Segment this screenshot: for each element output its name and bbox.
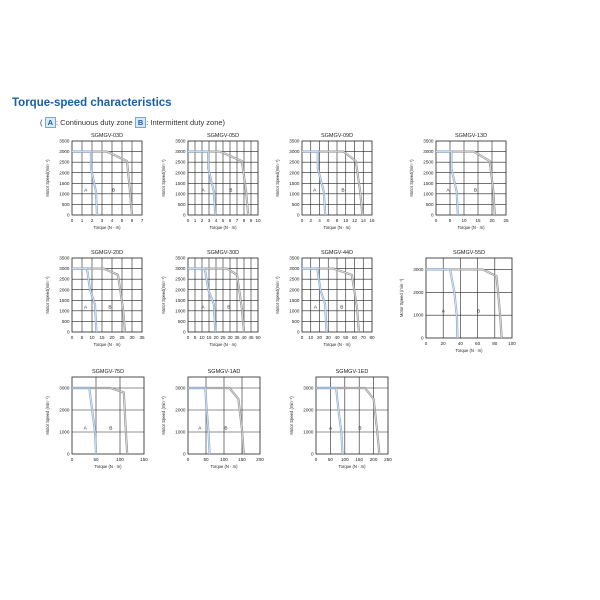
x-tick-label: 15 — [206, 335, 212, 340]
intermittent-duty-curve — [316, 388, 379, 454]
x-tick-label: 1 — [80, 218, 84, 223]
chart-title: SGMGV-30D — [206, 250, 240, 256]
y-tick-label: 1000 — [59, 308, 70, 314]
x-tick-label: 0 — [70, 335, 74, 340]
y-tick-label: 500 — [177, 319, 186, 325]
continuous-duty-curve-highlight — [316, 388, 343, 454]
continuous-duty-curve — [72, 388, 96, 454]
y-axis-label: Motor Speed(min⁻¹) — [45, 159, 50, 197]
y-tick-label: 500 — [291, 202, 300, 208]
chart-title: SGMGV-55D — [452, 250, 486, 256]
zone-label-b: B — [227, 305, 231, 311]
intermittent-duty-curve — [72, 388, 127, 454]
x-tick-label: 80 — [369, 335, 375, 340]
x-axis-label: Torque (N · m) — [323, 225, 351, 230]
x-tick-label: 0 — [314, 457, 318, 462]
zone-label-b: B — [341, 188, 345, 194]
x-tick-label: 20 — [316, 335, 323, 340]
x-tick-label: 15 — [99, 335, 105, 340]
chart-title: SGMGV-1ED — [335, 369, 369, 375]
x-tick-label: 25 — [220, 335, 226, 340]
y-tick-label: 2000 — [175, 287, 186, 293]
page-title: Torque-speed characteristics — [12, 97, 172, 109]
x-tick-label: 14 — [360, 218, 366, 223]
y-tick-label: 3000 — [175, 149, 186, 155]
x-tick-label: 50 — [203, 457, 209, 462]
chart-title: SGMGV-09D — [320, 133, 354, 139]
intermittent-duty-curve-highlight — [188, 388, 244, 454]
intermittent-duty-curve — [426, 269, 502, 338]
intermittent-duty-curve-highlight — [72, 388, 127, 454]
y-tick-label: 2000 — [289, 287, 300, 293]
x-tick-label: 80 — [492, 341, 498, 346]
x-tick-label: 150 — [140, 457, 148, 462]
continuous-duty-curve — [316, 388, 343, 454]
legend-a-text: : Continuous duty zone — [56, 118, 133, 127]
x-axis-label: Torque (N · m) — [94, 464, 122, 469]
legend-b-box: B — [135, 117, 146, 128]
y-tick-label: 0 — [420, 335, 424, 341]
x-axis-label: Torque (N · m) — [209, 342, 237, 347]
x-tick-label: 2 — [200, 218, 204, 223]
y-tick-label: 3000 — [59, 266, 70, 272]
x-tick-label: 4 — [214, 218, 218, 223]
x-tick-label: 15 — [475, 218, 481, 223]
zone-label-b: B — [112, 188, 116, 194]
x-tick-label: 3 — [100, 218, 104, 223]
zone-label-b: B — [476, 309, 481, 315]
y-tick-label: 1500 — [289, 297, 300, 303]
y-axis-label: Motor Speed(min⁻¹) — [161, 276, 166, 314]
y-axis-label: Motor Speed(min⁻¹) — [409, 159, 414, 197]
x-tick-label: 10 — [461, 218, 467, 223]
x-tick-label: 3 — [207, 218, 211, 223]
x-axis-label: Torque (N · m) — [455, 348, 483, 353]
y-tick-label: 1500 — [59, 297, 70, 303]
y-tick-label: 2500 — [289, 276, 300, 282]
y-tick-label: 3500 — [175, 255, 186, 261]
x-tick-label: 40 — [457, 341, 463, 346]
legend-paren-open: ( — [40, 118, 43, 127]
x-tick-label: 0 — [186, 335, 190, 340]
x-tick-label: 0 — [70, 218, 74, 223]
y-tick-label: 1000 — [303, 429, 314, 435]
y-tick-label: 3000 — [303, 385, 314, 391]
y-tick-label: 3000 — [423, 149, 434, 155]
chart-2 — [275, 133, 375, 230]
x-tick-label: 4 — [318, 218, 321, 223]
y-tick-label: 1000 — [289, 191, 300, 197]
y-tick-label: 1500 — [59, 180, 70, 186]
intermittent-duty-curve-highlight — [426, 269, 502, 338]
y-tick-label: 0 — [296, 212, 300, 218]
y-tick-label: 2000 — [175, 170, 186, 176]
y-tick-label: 1000 — [423, 191, 434, 197]
x-tick-label: 5 — [120, 218, 124, 223]
x-tick-label: 50 — [343, 335, 349, 340]
y-tick-label: 2500 — [289, 159, 300, 165]
y-tick-label: 1000 — [413, 312, 424, 318]
x-tick-label: 5 — [193, 335, 197, 340]
y-tick-label: 2000 — [289, 170, 300, 176]
x-axis-label: Torque (N · m) — [457, 225, 485, 230]
y-tick-label: 0 — [310, 451, 314, 457]
x-tick-label: 2 — [90, 218, 94, 223]
x-tick-label: 60 — [475, 341, 481, 346]
y-tick-label: 3500 — [423, 138, 434, 144]
y-tick-label: 1000 — [175, 308, 186, 314]
y-tick-label: 2000 — [175, 407, 186, 413]
y-tick-label: 2500 — [175, 159, 186, 165]
x-tick-label: 30 — [129, 335, 135, 340]
y-axis-label: Motor Speed (min⁻¹) — [45, 396, 50, 435]
zone-label-b: B — [224, 426, 228, 432]
x-tick-label: 0 — [424, 341, 428, 346]
chart-1 — [161, 133, 261, 230]
chart-7 — [399, 250, 516, 353]
x-tick-label: 50 — [327, 457, 333, 462]
y-tick-label: 2000 — [303, 407, 314, 413]
x-tick-label: 60 — [351, 335, 358, 340]
x-tick-label: 6 — [326, 218, 330, 223]
x-tick-label: 4 — [110, 218, 114, 223]
y-tick-label: 1000 — [175, 191, 186, 197]
x-tick-label: 8 — [335, 218, 339, 223]
chart-title: SGMGV-03D — [90, 133, 124, 139]
y-tick-label: 3000 — [59, 385, 70, 391]
x-tick-label: 25 — [503, 218, 509, 223]
y-tick-label: 3000 — [289, 266, 300, 272]
x-axis-label: Torque (N · m) — [338, 464, 366, 469]
x-tick-label: 30 — [325, 335, 331, 340]
x-tick-label: 100 — [508, 341, 516, 346]
y-tick-label: 0 — [182, 451, 186, 457]
x-tick-label: 5 — [80, 335, 84, 340]
x-tick-label: 200 — [256, 457, 264, 462]
y-tick-label: 0 — [182, 329, 186, 335]
zone-label-a: A — [83, 305, 88, 311]
x-tick-label: 5 — [448, 218, 452, 223]
y-tick-label: 0 — [430, 212, 434, 218]
y-tick-label: 3500 — [289, 255, 300, 261]
x-tick-label: 50 — [255, 335, 261, 340]
chart-4 — [45, 250, 145, 347]
x-tick-label: 10 — [89, 335, 95, 340]
x-tick-label: 0 — [300, 218, 304, 223]
x-tick-label: 8 — [242, 218, 246, 223]
x-tick-label: 35 — [139, 335, 145, 340]
x-tick-label: 16 — [369, 218, 375, 223]
x-tick-label: 70 — [360, 335, 366, 340]
chart-title: SGMGV-20D — [90, 250, 124, 256]
y-tick-label: 3000 — [175, 266, 186, 272]
chart-9 — [161, 369, 264, 469]
y-tick-label: 3000 — [289, 149, 300, 155]
x-tick-label: 0 — [186, 218, 190, 223]
zone-label-a: A — [441, 309, 445, 315]
x-axis-label: Torque (N · m) — [93, 342, 121, 347]
intermittent-duty-curve — [188, 388, 244, 454]
zone-label-a: A — [201, 188, 205, 194]
x-tick-label: 100 — [340, 457, 349, 462]
y-tick-label: 2000 — [413, 289, 424, 295]
zone-label-a: A — [313, 305, 318, 311]
y-tick-label: 1500 — [289, 180, 300, 186]
y-tick-label: 1500 — [175, 297, 186, 303]
zone-label-a: A — [313, 188, 317, 194]
y-tick-label: 1500 — [423, 180, 434, 186]
y-tick-label: 1500 — [175, 180, 186, 186]
zone-label-a: A — [83, 426, 87, 432]
x-tick-label: 10 — [199, 335, 205, 340]
y-tick-label: 3500 — [59, 138, 70, 144]
y-tick-label: 500 — [177, 202, 186, 208]
x-tick-label: 5 — [221, 218, 225, 223]
x-axis-label: Torque (N · m) — [210, 464, 238, 469]
x-tick-label: 200 — [369, 457, 378, 462]
chart-title: SGMGV-13D — [454, 133, 488, 139]
x-tick-label: 10 — [343, 218, 349, 223]
x-tick-label: 20 — [440, 341, 446, 346]
intermittent-duty-curve-highlight — [316, 388, 379, 454]
x-tick-label: 100 — [220, 457, 228, 462]
zone-label-b: B — [108, 305, 112, 311]
continuous-duty-curve-highlight — [72, 388, 96, 454]
y-tick-label: 3500 — [59, 255, 70, 261]
zone-label-a: A — [328, 426, 333, 432]
x-tick-label: 2 — [309, 218, 313, 223]
zone-label-a: A — [84, 188, 88, 194]
x-tick-label: 20 — [213, 335, 219, 340]
zone-label-b: B — [358, 426, 362, 432]
y-tick-label: 3000 — [175, 385, 186, 391]
x-tick-label: 100 — [116, 457, 124, 462]
legend-b-text: : Intermittent duty zone) — [146, 118, 226, 127]
continuous-duty-curve — [188, 388, 210, 454]
x-tick-label: 45 — [248, 335, 254, 340]
y-tick-label: 1000 — [59, 429, 70, 435]
chart-6 — [275, 250, 375, 347]
x-tick-label: 10 — [255, 218, 261, 223]
y-tick-label: 500 — [425, 202, 434, 208]
y-tick-label: 3500 — [289, 138, 300, 144]
zone-label-b: B — [229, 188, 233, 194]
chart-title: SGMGV-1AD — [207, 369, 241, 375]
y-tick-label: 0 — [182, 212, 186, 218]
zone-label-a: A — [198, 426, 202, 432]
x-tick-label: 30 — [227, 335, 233, 340]
x-tick-label: 0 — [186, 457, 190, 462]
y-tick-label: 1000 — [175, 429, 186, 435]
x-tick-label: 1 — [193, 218, 197, 223]
x-axis-label: Torque (N · m) — [209, 225, 237, 230]
y-tick-label: 0 — [66, 451, 70, 457]
chart-title: SGMGV-75D — [91, 369, 125, 375]
zone-label-a: A — [446, 188, 450, 194]
y-tick-label: 0 — [66, 212, 70, 218]
y-tick-label: 500 — [61, 319, 70, 325]
y-axis-label: Motor Speed(min⁻¹) — [275, 276, 280, 314]
y-tick-label: 0 — [66, 329, 70, 335]
y-tick-label: 2000 — [59, 407, 70, 413]
zone-label-b: B — [473, 188, 478, 194]
y-axis-label: Motor Speed (min⁻¹) — [161, 396, 166, 435]
x-axis-label: Torque (N · m) — [323, 342, 351, 347]
x-tick-label: 40 — [334, 335, 340, 340]
legend-a-box: A — [45, 117, 56, 128]
chart-title: SGMGV-44D — [320, 250, 354, 256]
x-tick-label: 6 — [228, 218, 232, 223]
x-tick-label: 20 — [109, 335, 115, 340]
x-tick-label: 150 — [238, 457, 246, 462]
x-tick-label: 0 — [434, 218, 438, 223]
y-axis-label: Motor Speed (min⁻¹) — [289, 396, 294, 435]
y-tick-label: 1000 — [289, 308, 300, 314]
zone-label-a: A — [201, 305, 205, 311]
x-tick-label: 12 — [351, 218, 358, 223]
x-tick-label: 50 — [93, 457, 99, 462]
y-tick-label: 2000 — [59, 170, 70, 176]
x-tick-label: 150 — [355, 457, 364, 462]
x-tick-label: 40 — [241, 335, 247, 340]
y-tick-label: 2000 — [423, 170, 434, 176]
x-tick-label: 0 — [300, 335, 304, 340]
x-tick-label: 25 — [119, 335, 125, 340]
y-axis-label: Motor Speed(min⁻¹) — [275, 159, 280, 197]
y-tick-label: 2500 — [175, 276, 186, 282]
chart-10 — [289, 369, 392, 469]
y-tick-label: 3500 — [175, 138, 186, 144]
zone-label-b: B — [340, 305, 344, 311]
x-tick-label: 6 — [130, 218, 134, 223]
chart-0 — [45, 133, 144, 230]
y-tick-label: 500 — [291, 319, 300, 325]
y-tick-label: 2500 — [59, 276, 70, 282]
x-axis-label: Torque (N · m) — [93, 225, 121, 230]
chart-3 — [409, 133, 509, 230]
y-tick-label: 500 — [61, 202, 70, 208]
x-tick-label: 10 — [308, 335, 314, 340]
y-tick-label: 1000 — [59, 191, 70, 197]
zone-label-b: B — [109, 426, 113, 432]
x-tick-label: 20 — [489, 218, 495, 223]
y-tick-label: 2500 — [59, 159, 70, 165]
y-tick-label: 2000 — [59, 287, 70, 293]
chart-5 — [161, 250, 261, 347]
x-tick-label: 250 — [384, 457, 392, 462]
y-tick-label: 2500 — [423, 159, 434, 165]
x-tick-label: 7 — [140, 218, 144, 223]
y-tick-label: 3000 — [59, 149, 70, 155]
x-tick-label: 0 — [70, 457, 74, 462]
chart-8 — [45, 369, 148, 469]
x-tick-label: 7 — [235, 218, 239, 223]
y-tick-label: 3000 — [413, 267, 424, 273]
chart-title: SGMGV-05D — [206, 133, 240, 139]
y-tick-label: 0 — [296, 329, 300, 335]
x-tick-label: 35 — [234, 335, 240, 340]
y-axis-label: Motor Speed (min⁻¹) — [399, 278, 404, 318]
y-axis-label: Motor Speed(min⁻¹) — [161, 159, 166, 197]
x-tick-label: 9 — [249, 218, 253, 223]
y-axis-label: Motor Speed(min⁻¹) — [45, 276, 50, 314]
continuous-duty-curve — [426, 269, 457, 338]
